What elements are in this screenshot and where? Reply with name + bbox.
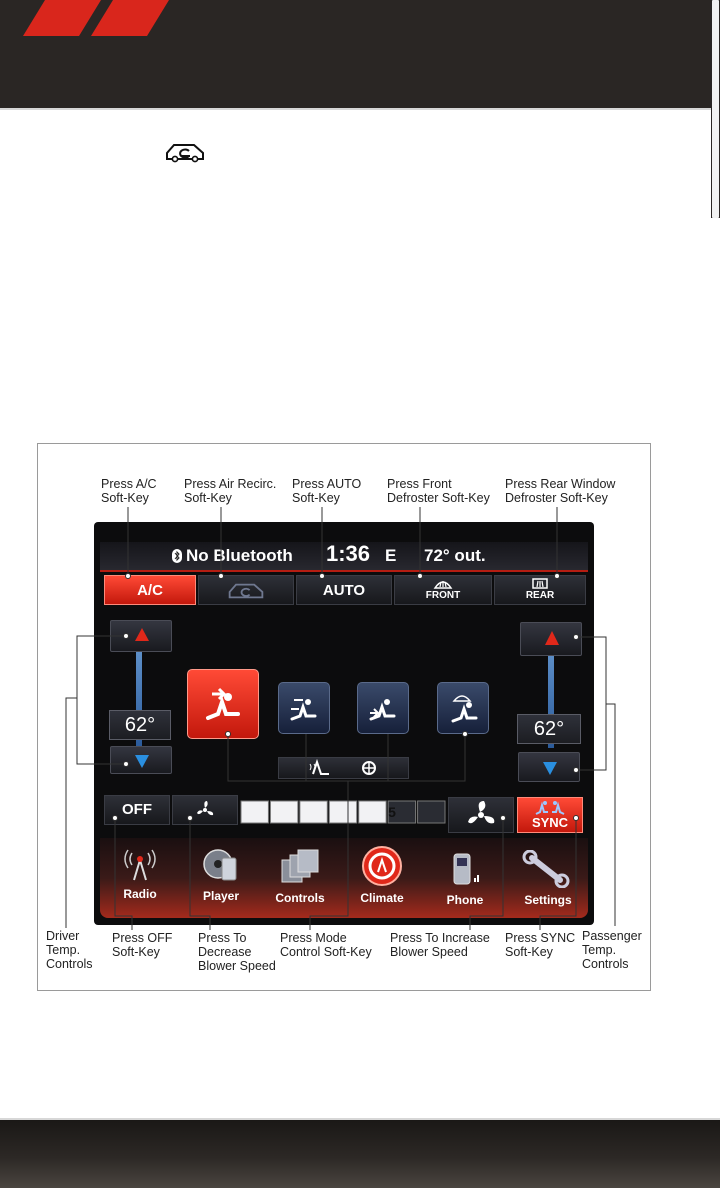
bluetooth-status: No Bluetooth <box>186 546 293 565</box>
callout-passenger-temp: Passenger Temp. Controls <box>582 929 642 971</box>
compass-heading: E <box>385 546 397 565</box>
ac-button[interactable]: A/C <box>104 575 196 605</box>
nav-radio-label: Radio <box>123 887 157 901</box>
callout-front-defrost: Press Front Defroster Soft-Key <box>387 477 490 505</box>
callout-ac: Press A/C Soft-Key <box>101 477 157 505</box>
callout-off: Press OFF Soft-Key <box>112 931 173 959</box>
nav-climate-label: Climate <box>360 891 404 905</box>
nav-phone-label: Phone <box>446 893 484 907</box>
passenger-temp-display: 62° <box>517 714 581 744</box>
nav-settings-label: Settings <box>524 893 572 907</box>
callout-mode: Press Mode Control Soft-Key <box>280 931 372 959</box>
sync-label: SYNC <box>531 815 569 830</box>
callout-driver-temp: Driver Temp. Controls <box>46 929 93 971</box>
callout-increase: Press To Increase Blower Speed <box>390 931 490 959</box>
rear-defrost-label: REAR <box>525 590 555 601</box>
clock: 1:36 <box>326 541 371 566</box>
driver-temp-display: 62° <box>109 710 171 740</box>
callout-recirc: Press Air Recirc. Soft-Key <box>184 477 277 505</box>
nav-player-label: Player <box>202 889 240 903</box>
callout-decrease: Press To Decrease Blower Speed <box>198 931 276 973</box>
off-button[interactable]: OFF <box>104 795 170 825</box>
front-defrost-label: FRONT <box>425 590 461 601</box>
callout-rear-defrost: Press Rear Window Defroster Soft-Key <box>505 477 616 505</box>
blower-level-value: 5 <box>388 804 396 820</box>
footer-photo-band <box>0 1120 720 1188</box>
nav-controls-label: Controls <box>275 891 325 905</box>
callout-sync: Press SYNC Soft-Key <box>505 931 576 959</box>
callout-auto: Press AUTO Soft-Key <box>292 477 362 505</box>
outside-temperature: 72° out. <box>424 546 486 565</box>
auto-button[interactable]: AUTO <box>296 575 392 605</box>
